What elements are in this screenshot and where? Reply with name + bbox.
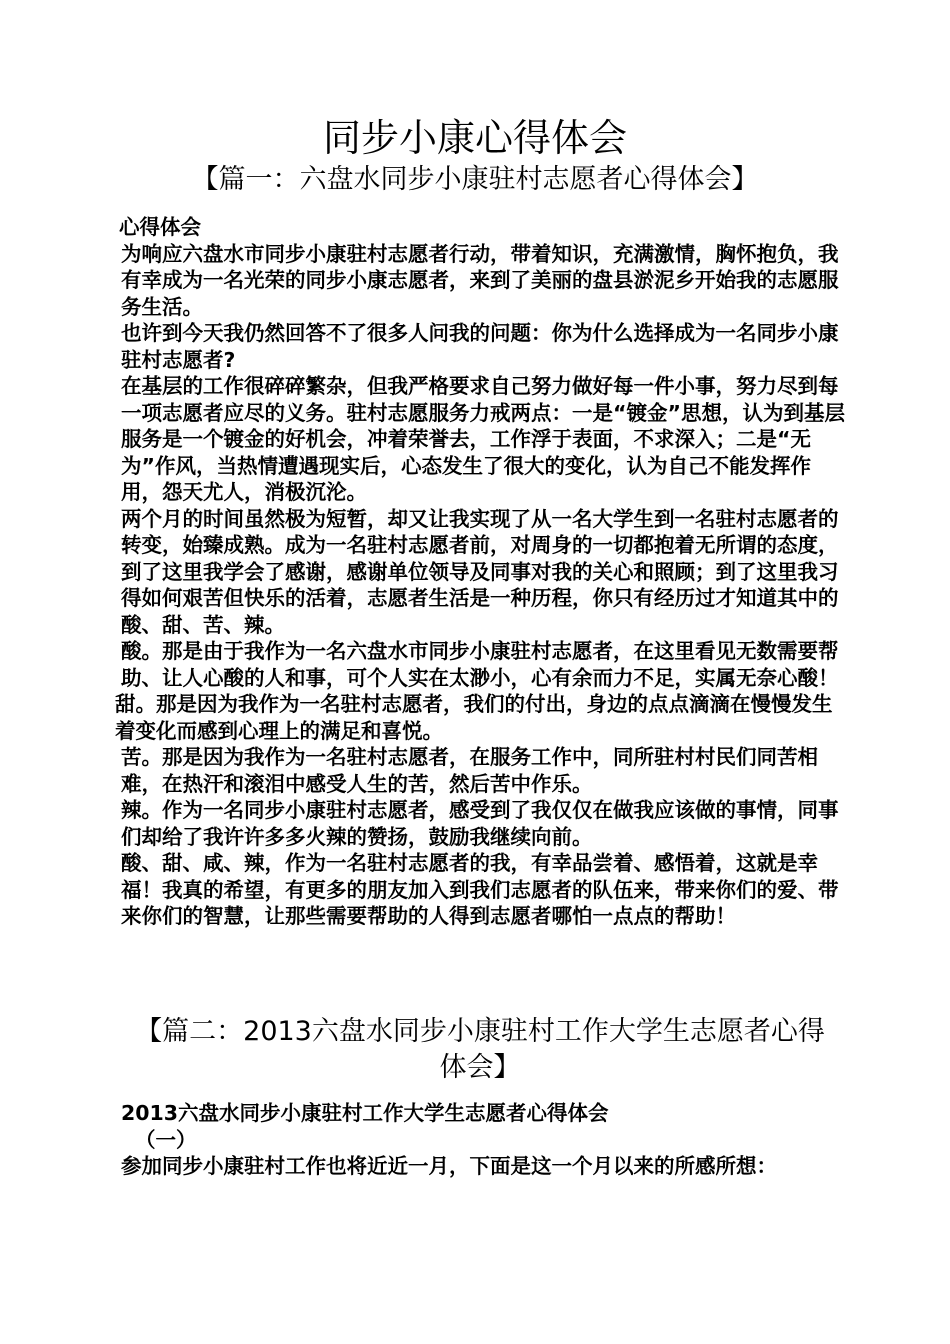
paragraph: （一） xyxy=(135,1127,197,1152)
paragraph: 辣。作为一名同步小康驻村志愿者，感受到了我仅仅在做我应该做的事情，同事们却给了我许许多多火辣的赞扬，鼓励我继续向前。 xyxy=(121,798,839,849)
document-title: 同步小康心得体会 xyxy=(322,116,627,160)
paragraph: 为响应六盘水市同步小康驻村志愿者行动，带着知识，充满激情，胸怀抱负，我有幸成为一名光荣的同步小康志愿者，来到了美丽的盘县淤泥乡开始我的志愿服务生活。 xyxy=(121,241,839,319)
paragraph: 苦。那是因为我作为一名驻村志愿者，在服务工作中，同所驻村村民们同苦相难，在热汗和滚泪中感受人生的苦，然后苦中作乐。 xyxy=(121,745,818,796)
paragraph: 在基层的工作很碎碎繁杂，但我严格要求自己努力做好每一件小事，努力尽到每一项志愿者应尽的义务。驻村志愿服务力戒两点：一是“镀金”思想，认为到基层服务是一个镀金的好机会，冲着荣誉去，工作浮于表面，不求深入；二是“无为”作风，当热情遭遇现实后，心态发生了很大的变化，认为自己不能发挥作用，怨天尤人，消极沉沦。 xyxy=(121,374,845,504)
paragraph: 甜。那是因为我作为一名驻村志愿者，我们的付出，身边的点点滴滴在慢慢发生着变化而感到心理上的满足和喜悦。 xyxy=(115,692,833,743)
paragraph: 两个月的时间虽然极为短暂，却又让我实现了从一名大学生到一名驻村志愿者的转变，始臻成熟。成为一名驻村志愿者前，对周身的一切都抱着无所谓的态度，到了这里我学会了感谢，感谢单位领导及同事对我的关心和照顾；到了这里我习得如何艰苦但快乐的活着，志愿者生活是一种历程，你只有经历过才知道其中的酸、甜、苦、辣。 xyxy=(121,506,839,637)
paragraph: 参加同步小康驻村工作也将近近一月，下面是这一个月以来的所感所想： xyxy=(121,1154,777,1178)
section-2-body xyxy=(115,1100,845,1180)
section-1-heading: 【篇一：六盘水同步小康驻村志愿者心得体会】 xyxy=(191,164,759,195)
section-1-body xyxy=(115,214,845,930)
paragraph: 酸、甜、咸、辣，作为一名驻村志愿者的我，有幸品尝着、感悟着，这就是幸福！我真的希望，有更多的朋友加入到我们志愿者的队伍来，带来你们的爱、带来你们的智慧，让那些需要帮助的人得到志愿者哪怕一点点的帮助！ xyxy=(121,851,839,928)
section-2-heading: 【篇二：2013六盘水同步小康驻村工作大学生志愿者心得体会】 xyxy=(135,1016,825,1083)
paragraph: 心得体会 xyxy=(119,215,201,239)
paragraph: 酸。那是由于我作为一名六盘水市同步小康驻村志愿者，在这里看见无数需要帮助、让人心酸的人和事，可个人实在太渺小，心有余而力不足，实属无奈心酸！ xyxy=(121,639,839,690)
paragraph: 也许到今天我仍然回答不了很多人问我的问题：你为什么选择成为一名同步小康驻村志愿者? xyxy=(121,321,839,372)
paragraph: 2013六盘水同步小康驻村工作大学生志愿者心得体会 xyxy=(121,1101,609,1125)
